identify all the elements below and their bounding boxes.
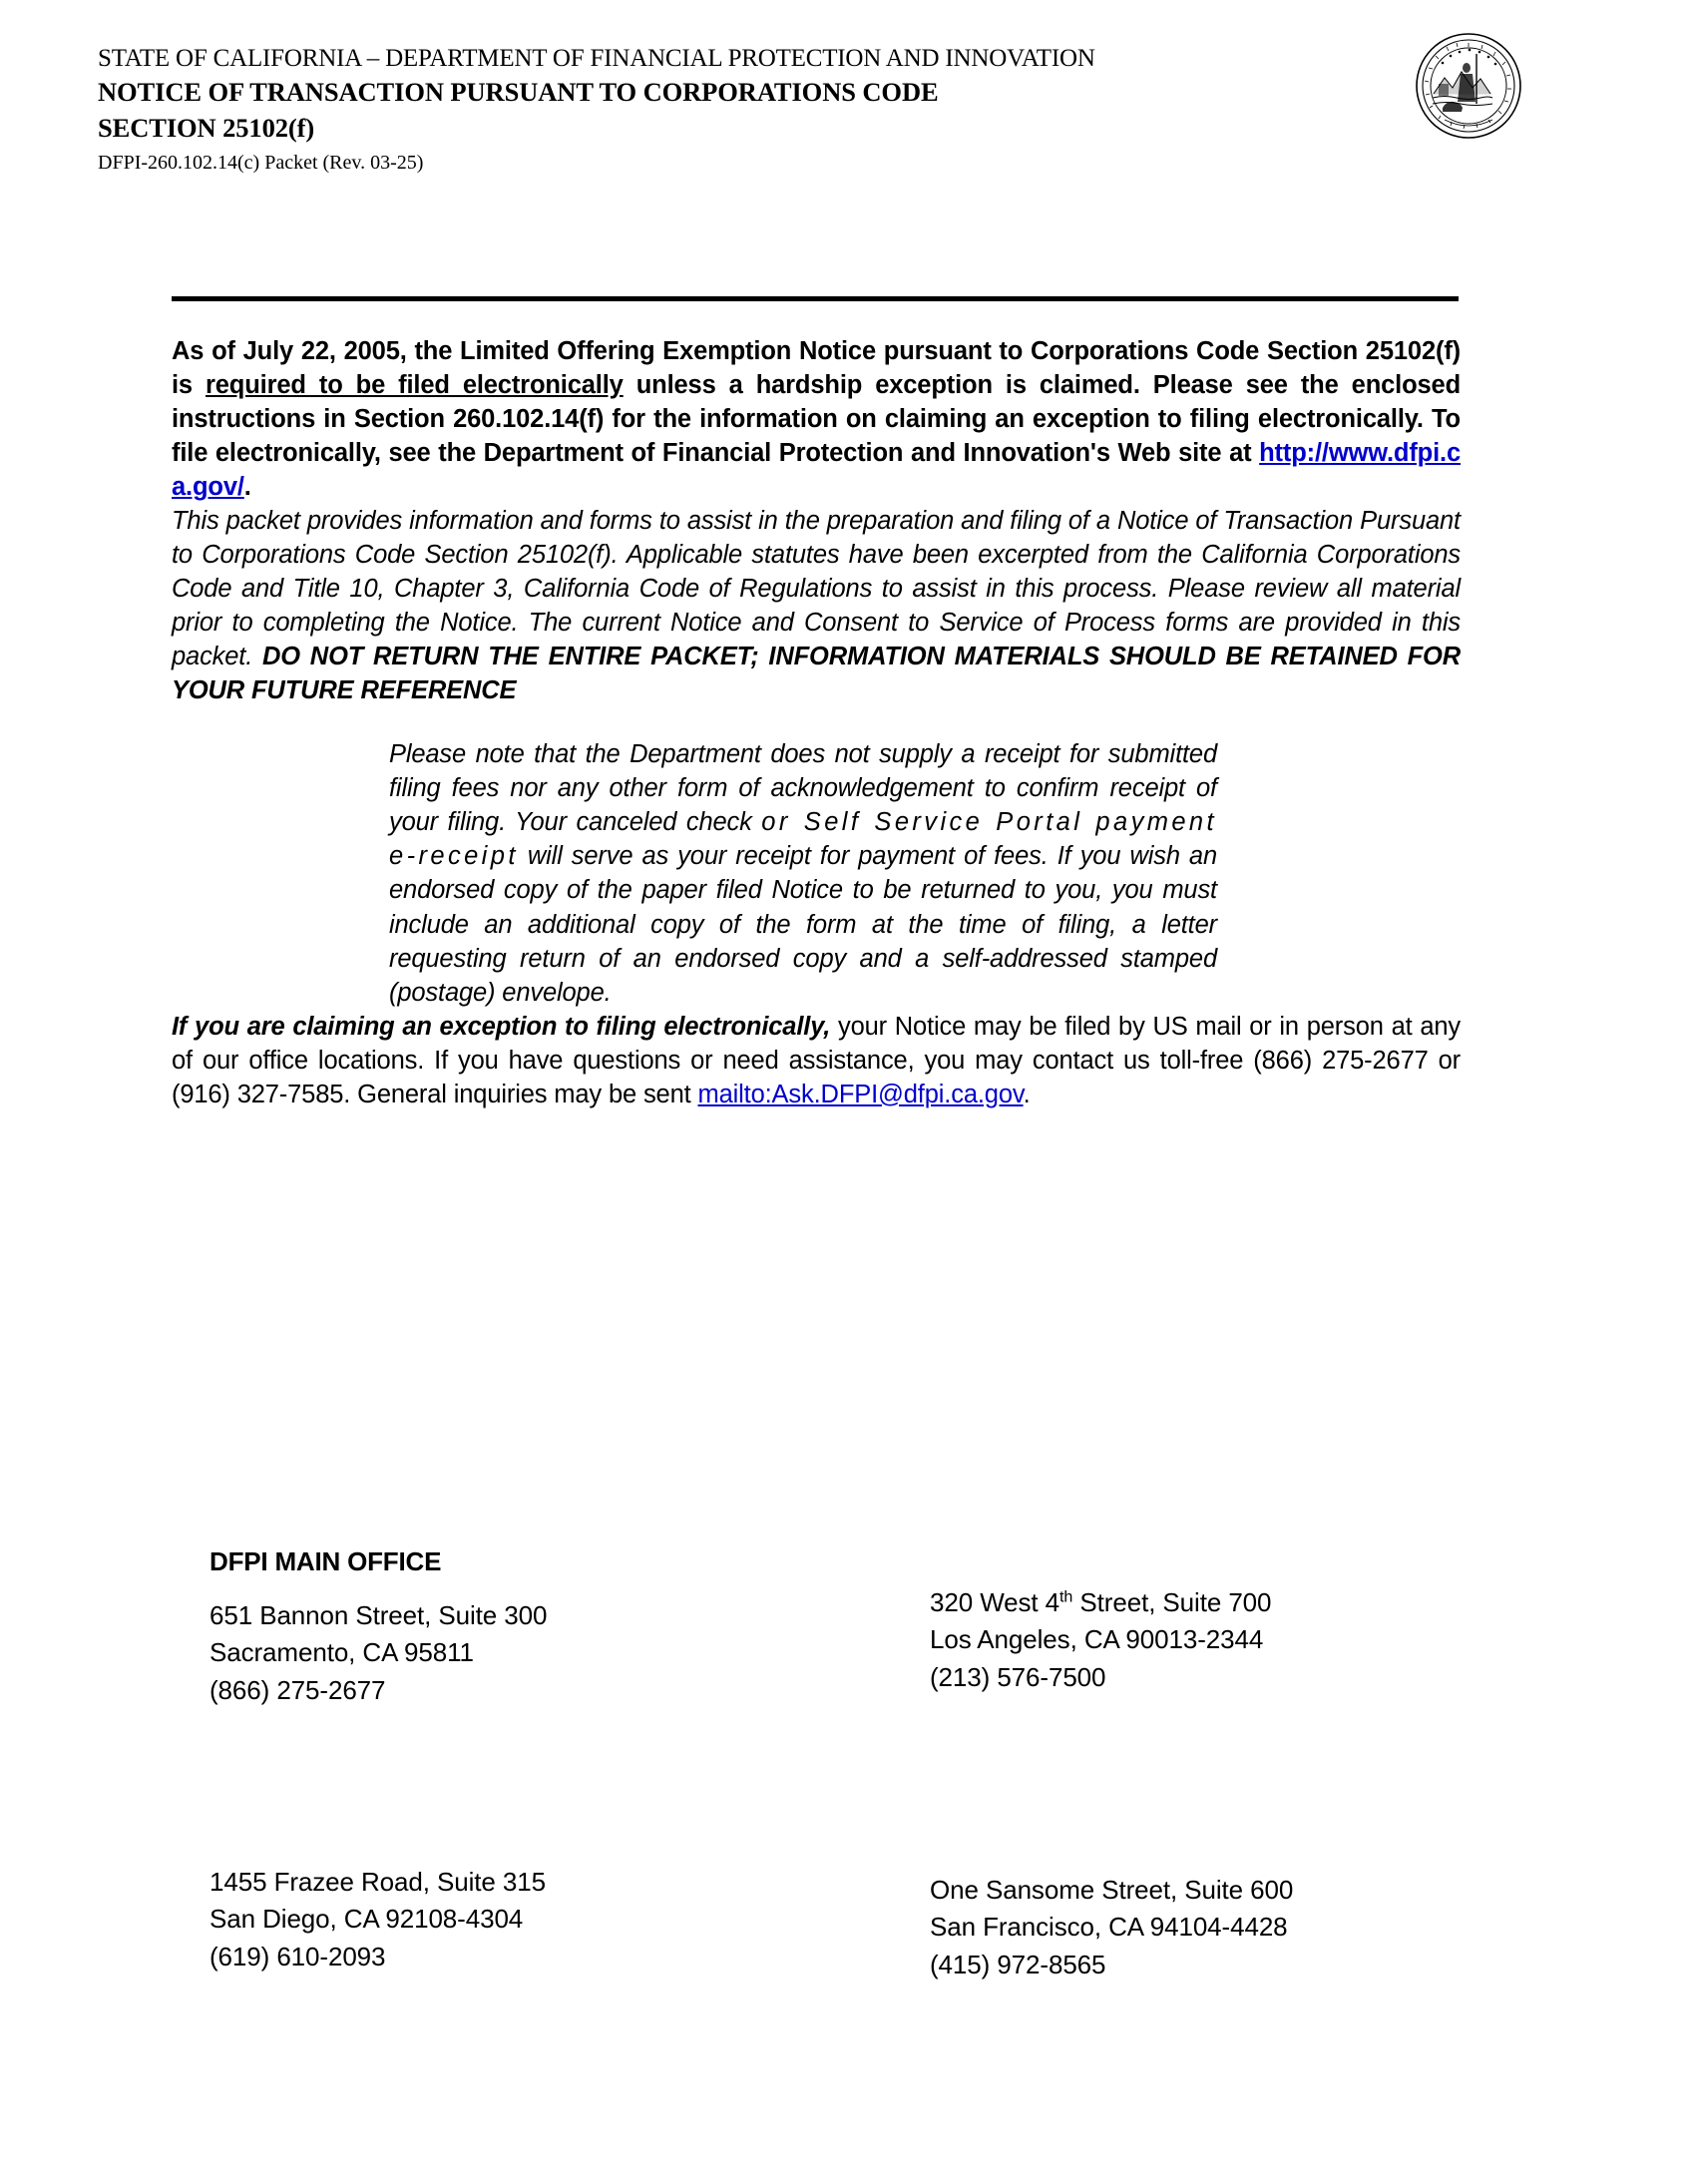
packet-description-paragraph [172,504,1461,707]
receipt-note-part-2: will serve as your receipt for payment of fees. If you wish an endorsed copy of the paper filed Notice to be returned to you, you must include an additional copy of the form at the time of filing, a letter requesting return of an endorsed copy and a self-addressed stamped (postage) envelope. [389,842,1217,1007]
packet-description-text: This packet provides information and forms to assist in the preparation and filing of a Notice of Transaction Pursuant to Corporations Code Section 25102(f). Applicable statutes have been excerpted from the California Corporations Code and Title 10, Chapter 3, California Code of Regulations to assist in this process. Please review all material prior to completing the Notice. The current Notice and Consent to Service of Process forms are provided in this packet. [172,507,1461,671]
document-header [98,44,1594,178]
form-number: DFPI-260.102.14(c) Packet (Rev. 03-25) [98,151,424,174]
main-office-label: DFPI MAIN OFFICE [210,1546,442,1576]
san-francisco-city-state-zip: San Francisco, CA 94104-4428 [930,1912,1288,1943]
document-title-line-1: NOTICE OF TRANSACTION PURSUANT TO CORPORATIONS CODE [98,76,939,107]
exception-contact-paragraph [172,1010,1461,1111]
office-row-bottom [210,1864,1506,2063]
san-diego-street: 1455 Frazee Road, Suite 315 [210,1867,546,1897]
office-san-diego [210,1864,808,1975]
receipt-note-spaced-phrase: or Self Service Portal payment e-receipt [389,808,1218,871]
california-state-seal-icon [1415,32,1522,140]
document-body [172,334,1461,1111]
office-los-angeles [930,1584,1488,1696]
office-locations [210,1546,1506,2063]
ask-dfpi-email-link[interactable]: mailto:Ask.DFPI@dfpi.ca.gov [697,1080,1024,1108]
office-sacramento [210,1546,808,1709]
dfpi-website-link[interactable]: http://www.dfpi.ca.gov/ [172,439,1461,502]
los-angeles-city-state-zip: Los Angeles, CA 90013-2344 [930,1624,1264,1655]
san-diego-city-state-zip: San Diego, CA 92108-4304 [210,1904,524,1935]
electronic-filing-notice [172,334,1461,504]
los-angeles-street-suffix: Street, Suite 700 [1072,1587,1272,1617]
header-divider [172,296,1459,301]
los-angeles-street-prefix: 320 West 4 [930,1587,1060,1617]
notice-text-part-3: . [243,473,251,502]
packet-description-emphasis: DO NOT RETURN THE ENTIRE PACKET; INFORMATION MATERIALS SHOULD BE RETAINED FOR YOUR FUTURE REFERENCE [172,643,1461,705]
san-diego-phone: (619) 610-2093 [210,1941,386,1971]
sacramento-phone: (866) 275-2677 [210,1674,386,1705]
san-francisco-street: One Sansome Street, Suite 600 [930,1875,1294,1905]
office-san-francisco [930,1872,1488,1983]
los-angeles-street-ordinal: th [1059,1587,1073,1606]
receipt-note-block [389,737,1217,1009]
los-angeles-street [930,1584,1488,1621]
notice-text-part-2: unless a hardship exception is claimed. Please see the enclosed instructions in Section 260.102.14(f) for the information on claiming an exception to filing electronically. To file electronically, see the Department of Financial Protection and Innovation's Web site at [172,371,1462,468]
exception-emphasis: If you are claiming an exception to filing electronically, [172,1012,831,1041]
sacramento-street: 651 Bannon Street, Suite 300 [210,1600,548,1630]
exception-text-part-1: your Notice may be filed by US mail or in person at any of our office locations. If you have questions or need assistance, you may contact us toll-free (866) 275-2677 or (916) 327-7585. General inquiries may be sent [172,1012,1461,1108]
notice-underlined-phrase: required to be filed electronically [206,371,624,400]
notice-text-part-1: As of July 22, 2005, the Limited Offering Exemption Notice pursuant to Corporations Code Section 25102(f) is [172,337,1461,400]
office-row-top [210,1546,1506,1816]
exception-text-part-2: . [1023,1080,1031,1108]
agency-line: STATE OF CALIFORNIA – DEPARTMENT OF FINANCIAL PROTECTION AND INNOVATION [98,45,1095,72]
document-title-line-2: SECTION 25102(f) [98,112,315,143]
san-francisco-phone: (415) 972-8565 [930,1949,1106,1979]
los-angeles-phone: (213) 576-7500 [930,1661,1106,1692]
sacramento-city-state-zip: Sacramento, CA 95811 [210,1637,474,1668]
receipt-note-part-1: Please note that the Department does not supply a receipt for submitted filing fees nor any other form of acknowledgement to confirm receipt of your filing. Your canceled check [389,740,1217,837]
